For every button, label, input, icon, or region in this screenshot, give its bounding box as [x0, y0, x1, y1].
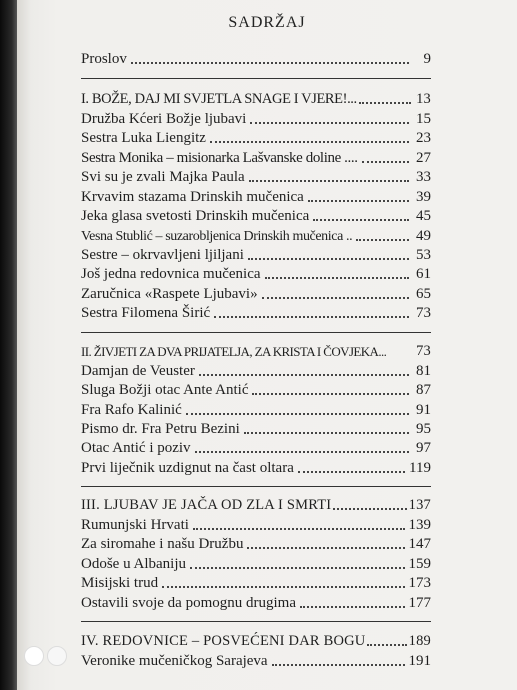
- toc-entry-page: 27: [416, 150, 431, 166]
- toc-entry-page: 73: [416, 305, 431, 321]
- section-divider: [81, 486, 431, 487]
- toc-entry-title: Misijski trud: [81, 575, 159, 591]
- toc-section-heading: [81, 88, 431, 108]
- dot-leader: [249, 179, 409, 182]
- toc-entry-page: 61: [416, 266, 431, 282]
- section-divider: [81, 621, 431, 622]
- toc-entry: [81, 186, 431, 206]
- toc-entry-title: Ostavili svoje da pomognu drugima: [81, 595, 296, 611]
- toc-entry: [81, 244, 431, 264]
- toc-entry-title: Damjan de Veuster: [81, 363, 195, 379]
- toc-entry-page: 97: [416, 440, 431, 456]
- toc-entry-title: Družba Kćeri Božje ljubavi: [81, 111, 247, 127]
- toc-entry-title: Veronike mučeničkog Sarajeva: [81, 653, 268, 669]
- toc-entry-title: Proslov: [81, 51, 127, 67]
- toc-entry: [81, 283, 431, 303]
- dot-leader: [308, 199, 409, 202]
- toc-entry-page: 49: [416, 228, 431, 244]
- toc-entry-title: Još jedna redovnica mučenica: [81, 266, 261, 282]
- toc-section-heading: [81, 340, 431, 360]
- dot-leader: [252, 392, 409, 395]
- toc-entry-title: III. LJUBAV JE JAČA OD ZLA I SMRTI: [81, 497, 332, 513]
- toc-entry: [81, 225, 431, 245]
- toc-entry-title: Pismo dr. Fra Petru Bezini: [81, 421, 240, 437]
- dot-leader: [248, 257, 409, 260]
- toc-entry-title: Sluga Božji otac Ante Antić: [81, 382, 249, 398]
- toc-entry-title: Vesna Stublić – suzarobljenica Drinskih mučenica ..: [81, 229, 353, 244]
- dot-leader: [214, 315, 409, 318]
- book-page: [17, 0, 517, 690]
- toc-entry-page: 91: [416, 402, 431, 418]
- dot-leader: [131, 61, 409, 64]
- toc-entry-title: Sestra Filomena Širić: [81, 305, 211, 321]
- toc-entry: [81, 263, 431, 283]
- toc-entry: [81, 533, 431, 553]
- toc-entry: [81, 418, 431, 438]
- toc-entry-page: 33: [416, 169, 431, 185]
- toc-entry: [81, 399, 431, 419]
- dot-leader: [265, 276, 409, 279]
- toc-entry-title: II. ŽIVJETI ZA DVA PRIJATELJA, ZA KRISTA I ČOVJEKA...: [81, 344, 387, 359]
- toc-entry: [81, 457, 431, 477]
- dot-leader: [193, 527, 405, 530]
- toc-entry-page: 53: [416, 247, 431, 263]
- toc-entry-page: 139: [408, 517, 431, 533]
- dot-leader: [162, 585, 404, 588]
- dot-leader: [367, 643, 406, 646]
- toc-entry-title: Fra Rafo Kalinić: [81, 402, 182, 418]
- toc-entry-page: 23: [416, 130, 431, 146]
- toc-entry-title: Otac Antić i poziv: [81, 440, 191, 456]
- section-divider: [81, 332, 431, 333]
- toc-entry: [81, 147, 431, 167]
- overlay-dot-icon: [47, 646, 67, 666]
- dot-leader: [262, 296, 409, 299]
- toc-entry-title: I. BOŽE, DAJ MI SVJETLA SNAGE I VJERE!...: [81, 91, 357, 107]
- toc-entry: [81, 514, 431, 534]
- toc-entry-page: 119: [409, 460, 431, 476]
- toc-entry-title: Prvi liječnik uzdignut na čast oltara: [81, 460, 294, 476]
- toc-entry-title: Svi su je zvali Majka Paula: [81, 169, 245, 185]
- toc-entry: [81, 572, 431, 592]
- toc-entry-title: Jeka glasa svetosti Drinskih mučenica: [81, 208, 310, 224]
- dot-leader: [195, 450, 409, 453]
- toc-entry-page: 95: [416, 421, 431, 437]
- toc-section-heading: [81, 630, 431, 650]
- toc-entry-page: 159: [408, 556, 431, 572]
- toc-entry: [81, 302, 431, 322]
- toc-entry: [81, 108, 431, 128]
- toc-entry-title: Odoše u Albaniju: [81, 556, 186, 572]
- dot-leader: [333, 507, 406, 510]
- section-divider: [81, 78, 431, 79]
- toc-entry-title: Krvavim stazama Drinskih mučenica: [81, 189, 304, 205]
- dot-leader: [247, 546, 404, 549]
- toc-entry-title: IV. REDOVNICE – POSVEĆENI DAR BOGU: [81, 633, 366, 649]
- dot-leader: [356, 238, 409, 241]
- page-title: SADRŽAJ: [228, 14, 306, 31]
- toc-entry: [81, 437, 431, 457]
- toc-entry: [81, 553, 431, 573]
- toc-entry-page: 147: [408, 536, 431, 552]
- dot-leader: [300, 605, 405, 608]
- dot-leader: [313, 218, 409, 221]
- toc-entry-page: 45: [416, 208, 431, 224]
- dot-leader: [250, 121, 409, 124]
- toc-entry-page: 137: [408, 497, 431, 513]
- toc-entry-page: 177: [408, 595, 431, 611]
- toc-entry-page: 73: [416, 343, 431, 359]
- dot-leader: [190, 566, 405, 569]
- toc-entry-title: Za siromahe i našu Družbu: [81, 536, 244, 552]
- overlay-dot-icon: [24, 646, 44, 666]
- toc-entry-page: 39: [416, 189, 431, 205]
- toc-entry-page: 13: [416, 91, 431, 107]
- toc-entry-title: Rumunjski Hrvati: [81, 517, 189, 533]
- toc-entry-page: 173: [408, 575, 431, 591]
- toc-entry: [81, 592, 431, 612]
- toc-entry: [81, 127, 431, 147]
- dot-leader: [359, 101, 411, 104]
- toc-entry: [81, 205, 431, 225]
- dot-leader: [244, 431, 409, 434]
- toc-entry: [81, 650, 431, 670]
- dot-leader: [298, 470, 405, 473]
- toc-entry-title: Sestra Luka Liengitz: [81, 130, 206, 146]
- toc-entry: [81, 379, 431, 399]
- dot-leader: [362, 160, 409, 163]
- toc-entry-page: 65: [416, 286, 431, 302]
- toc-entry-page: 87: [416, 382, 431, 398]
- toc-section-heading: [81, 494, 431, 514]
- toc-entry: [81, 360, 431, 380]
- dot-leader: [186, 412, 409, 415]
- toc-entry: [81, 48, 431, 68]
- toc-entry: [81, 166, 431, 186]
- toc-entry-page: 191: [408, 653, 431, 669]
- dot-leader: [199, 373, 409, 376]
- dot-leader: [272, 663, 405, 666]
- book-spine-shadow: [0, 0, 17, 690]
- toc-entry-title: Sestra Monika – misionarka Lašvanske doline ....: [81, 150, 358, 166]
- toc-entry-page: 189: [408, 633, 431, 649]
- dot-leader: [210, 140, 409, 143]
- toc-entry-title: Zaručnica «Raspete Ljubavi»: [81, 286, 258, 302]
- toc-entry-page: 81: [416, 363, 431, 379]
- toc-entry-page: 9: [423, 51, 431, 67]
- toc-entry-title: Sestre – okrvavljeni ljiljani: [81, 247, 244, 263]
- toc-entry-page: 15: [416, 111, 431, 127]
